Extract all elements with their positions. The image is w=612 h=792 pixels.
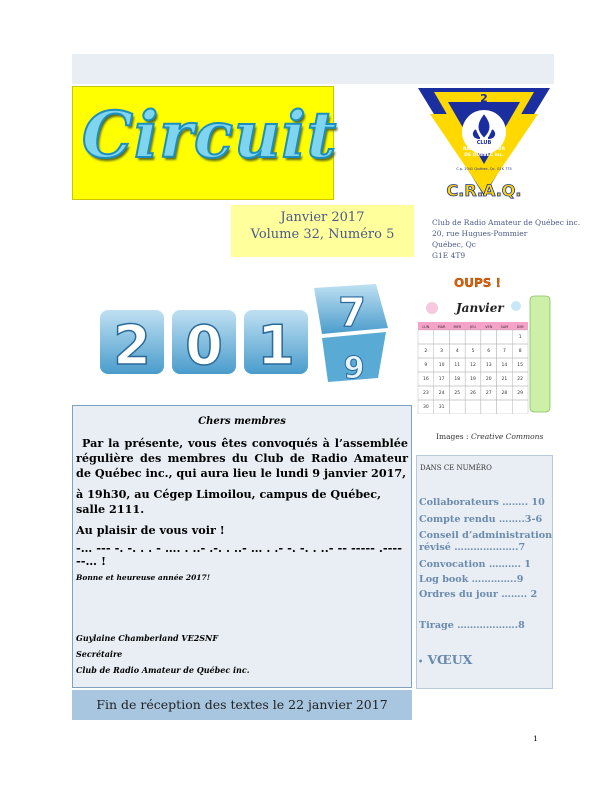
calendar-day-head: SAM [500, 325, 509, 329]
calendar-date: 22 [517, 377, 524, 382]
cube-flip [314, 284, 388, 383]
digit-6: 6 [343, 348, 365, 383]
digit-2: 2 [113, 314, 151, 377]
calendar-date: 2 [424, 349, 428, 354]
calendar-day-head: MAR [437, 325, 446, 329]
digit-1: 1 [257, 314, 295, 377]
toc-item[interactable]: Conseil d’administration [419, 530, 553, 541]
calendar-date: 30 [422, 405, 429, 410]
deadline-text: Fin de réception des textes le 22 janvier 2017 [96, 697, 388, 712]
morse-message: -… --- -. -. . . - …. . ..- .-. . ..- … . .- -. -. . ..- -- ----- .---- --… ! [76, 541, 402, 568]
toc-heading: DANS CE NUMÉRO [420, 464, 492, 472]
address-line4: G1E 4T9 [432, 251, 466, 260]
digit-7: 7 [338, 290, 366, 336]
logo-acronym: C.R.A.Q. [446, 181, 522, 200]
letter-paragraph-3: Au plaisir de vous voir ! [76, 523, 225, 537]
letter-paragraph-1: Par la présente, vous êtes convoqués à l’assemblée régulière des membres du Club de Radio Amateur de Québec inc., qui aura lieu le lundi 9 janvier 2017, [76, 436, 408, 480]
letter-paragraph-2: à 19h30, au Cégep Limoilou, campus de Québec, salle 2111. [76, 487, 381, 516]
toc-item[interactable]: Collaborateurs …….. 10 [419, 497, 545, 508]
letter-title: Chers membres [198, 416, 286, 427]
calendar-date: 12 [470, 363, 476, 368]
digit-0: 0 [185, 314, 223, 377]
logo-center-line2: RADIO AMATEUR [462, 147, 506, 152]
calendar-date: 14 [501, 363, 508, 368]
bullet-icon: • [418, 656, 424, 666]
january-calendar [416, 294, 552, 414]
toc-item[interactable]: révisé ………………..7 [419, 542, 526, 553]
calendar-day-head: VEN [485, 325, 493, 329]
new-year-wish: Bonne et heureuse année 2017! [76, 573, 211, 582]
toc-voeux[interactable] [418, 652, 472, 667]
calendar-date: 25 [454, 391, 461, 396]
calendar-date: 5 [471, 349, 475, 354]
calendar-date: 9 [424, 363, 428, 368]
calendar-date: 21 [501, 377, 508, 382]
craq-logo [414, 84, 554, 204]
calendar-month: Janvier [456, 301, 504, 315]
logo-address: C.p. 2041 Québec, Qc. G1K 7T5 [456, 167, 512, 171]
cube-2 [100, 310, 164, 377]
calendar-date: 1 [518, 335, 522, 340]
calendar-date: 23 [422, 391, 429, 396]
calendar-day-head: LUN [422, 325, 430, 329]
logo-number: 2 [480, 92, 488, 105]
calendar-date: 31 [438, 405, 445, 410]
signature-org: Club de Radio Amateur de Québec inc. [76, 665, 250, 675]
calendar-date: 4 [455, 349, 459, 354]
club-address [432, 217, 580, 261]
calendar-date: 26 [470, 391, 476, 396]
calendar-date: 3 [440, 349, 444, 354]
letter-body [76, 436, 408, 585]
oups-label: OUPS ! [454, 276, 502, 290]
calendar-date: 6 [487, 349, 491, 354]
calendar-date: 18 [454, 377, 461, 382]
cube-0 [172, 310, 236, 377]
toc-item[interactable]: Log book …………..9 [419, 574, 524, 585]
year-2017-graphic [96, 282, 396, 390]
issue-volume: Volume 32, Numéro 5 [250, 227, 395, 242]
image-credit [436, 432, 543, 441]
calendar-date: 29 [517, 391, 524, 396]
toc-item[interactable]: Ordres du jour …….. 2 [419, 589, 538, 600]
calendar-date: 24 [438, 391, 445, 396]
toc-item[interactable]: Compte rendu ……..3-6 [419, 514, 543, 525]
logo-center-line1: CLUB [476, 140, 492, 146]
masthead-title: Circuit [82, 98, 338, 173]
logo-center-line3: DE QUÉBEC inc. [464, 153, 504, 158]
calendar-date: 7 [502, 349, 506, 354]
address-line2: 20, rue Hugues-Pommier [432, 229, 528, 238]
calendar-day-head: JEU [470, 325, 476, 329]
calendar-date: 8 [518, 349, 522, 354]
image-credit-prefix: Images : [436, 432, 471, 441]
calendar-date: 19 [470, 377, 476, 382]
address-line3: Québec, Qc [432, 240, 476, 249]
calendar-day-head: MER [453, 325, 462, 329]
signature-role: Secrétaire [76, 649, 123, 659]
calendar-date: 15 [517, 363, 524, 368]
signature-name: Guylaine Chamberland VE2SNF [76, 633, 219, 643]
address-line1: Club de Radio Amateur de Québec inc. [432, 218, 581, 227]
image-credit-source: Creative Commons [470, 432, 544, 441]
signature-block [76, 630, 250, 678]
toc-item[interactable]: Tirage ……………….8 [419, 620, 525, 631]
issue-date: Janvier 2017 [280, 210, 365, 225]
calendar-date: 10 [438, 363, 445, 368]
calendar-date: 20 [485, 377, 492, 382]
toc-voeux-label: VŒUX [427, 652, 473, 667]
calendar-date: 13 [485, 363, 492, 368]
calendar-day-head: DIM [516, 325, 524, 329]
page-number: 1 [533, 734, 538, 743]
calendar-date: 17 [438, 377, 445, 382]
cube-1 [244, 310, 308, 377]
calendar-date: 27 [485, 391, 492, 396]
calendar-date: 11 [454, 363, 461, 368]
calendar-date: 28 [501, 391, 508, 396]
calendar-date: 16 [422, 377, 429, 382]
toc-item[interactable]: Convocation ………. 1 [419, 559, 531, 570]
